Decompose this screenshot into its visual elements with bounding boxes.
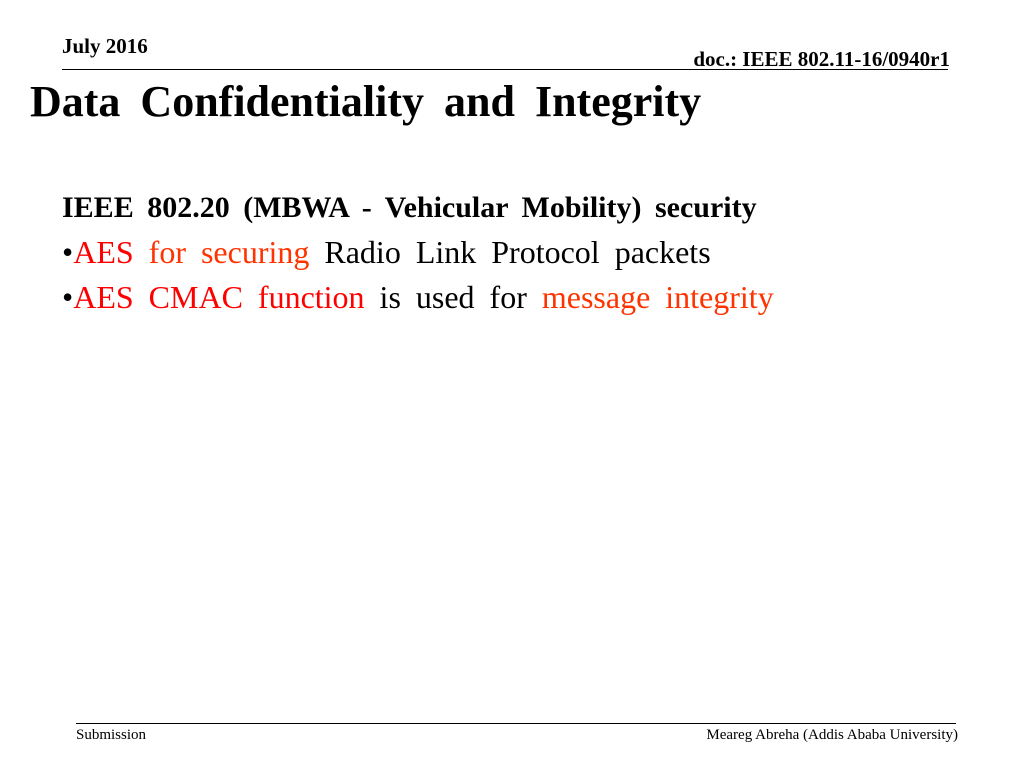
bullet-item-1 <box>62 230 962 275</box>
bullet-2-part-2: is used for <box>364 279 542 315</box>
bullet-1-part-2: for securing <box>133 234 310 270</box>
header-doc-id: doc.: IEEE 802.11-16/0940r1 <box>693 47 950 71</box>
slide-title: Data Confidentiality and Integrity <box>30 77 702 126</box>
bullet-marker: • <box>62 279 74 315</box>
bullet-marker: • <box>62 234 74 270</box>
footer-submission: Submission <box>76 727 147 743</box>
bullet-2-part-3: message integrity <box>541 279 774 315</box>
body-heading: IEEE 802.20 (MBWA - Vehicular Mobility) security <box>62 191 757 224</box>
bullet-2-part-1: AES CMAC function <box>73 279 365 315</box>
bullet-item-2 <box>62 275 962 320</box>
bullet-1-part-1: AES <box>73 234 134 270</box>
footer-author: Meareg Abreha (Addis Ababa University) <box>706 727 958 743</box>
footer-divider <box>76 723 956 724</box>
header-date: July 2016 <box>62 34 148 58</box>
slide-body <box>62 186 962 320</box>
bullet-1-part-3: Radio Link Protocol packets <box>309 234 711 270</box>
header-divider <box>62 69 948 70</box>
